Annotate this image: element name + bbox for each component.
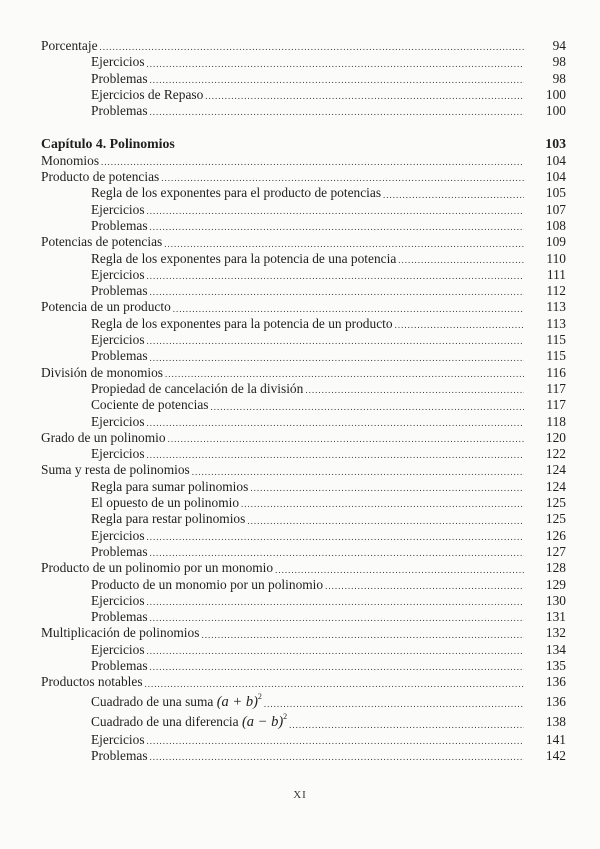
toc-entry bbox=[41, 316, 566, 332]
toc-page-number: 125 bbox=[545, 495, 566, 511]
toc-entry-label: Ejercicios bbox=[91, 446, 145, 462]
toc-page-number: 117 bbox=[546, 380, 566, 396]
dot-leader bbox=[147, 734, 524, 748]
dot-leader bbox=[395, 318, 524, 332]
page-number: XI bbox=[293, 789, 307, 801]
dot-leader bbox=[211, 400, 525, 414]
toc-page-number: 130 bbox=[545, 592, 566, 608]
toc-page-number: 103 bbox=[545, 136, 566, 152]
toc-entry-label: Ejercicios bbox=[91, 527, 145, 543]
toc-entry-label: Problemas bbox=[91, 609, 148, 625]
toc-entry bbox=[41, 71, 566, 87]
dot-leader bbox=[247, 514, 524, 528]
toc-entry-label: Porcentaje bbox=[41, 38, 98, 53]
toc-entry-label: Ejercicios bbox=[91, 413, 145, 429]
dot-leader bbox=[250, 481, 524, 495]
dot-leader bbox=[289, 718, 524, 732]
toc-entry bbox=[41, 283, 566, 299]
toc-entry-label: Multiplicación de polinomios bbox=[41, 625, 200, 641]
dot-leader bbox=[161, 171, 524, 185]
dot-leader bbox=[150, 611, 524, 625]
toc-page-number: 141 bbox=[545, 731, 566, 747]
toc-page-number: 131 bbox=[545, 609, 566, 625]
toc-entry bbox=[41, 348, 566, 364]
toc-page-number: 100 bbox=[545, 86, 566, 102]
toc-entry bbox=[41, 153, 566, 169]
dot-leader bbox=[147, 269, 524, 283]
dot-leader bbox=[164, 237, 524, 251]
toc-entry bbox=[41, 446, 566, 462]
toc-page-number: 112 bbox=[546, 283, 566, 299]
dot-leader bbox=[147, 416, 524, 430]
toc-page-number: 128 bbox=[545, 560, 566, 576]
toc-entry bbox=[41, 479, 566, 495]
toc-page-number: 107 bbox=[545, 201, 566, 217]
toc-page-number: 135 bbox=[545, 657, 566, 673]
toc-page-number: 125 bbox=[545, 511, 566, 527]
dot-leader bbox=[150, 546, 524, 560]
dot-leader bbox=[150, 750, 524, 764]
toc-entry bbox=[41, 577, 566, 593]
dot-leader bbox=[398, 253, 524, 267]
toc-entry-label: Problemas bbox=[91, 103, 148, 119]
toc-entry-label: Regla para sumar polinomios bbox=[91, 478, 249, 494]
dot-leader bbox=[150, 351, 524, 365]
toc-page-number: 129 bbox=[545, 576, 566, 592]
toc-entry bbox=[41, 87, 566, 103]
toc-entry bbox=[41, 251, 566, 267]
toc-entry bbox=[41, 642, 566, 658]
toc-entry bbox=[41, 397, 566, 413]
toc-entry-label: Capítulo 4. Polinomios bbox=[41, 136, 175, 152]
toc-entry-label: El opuesto de un polinomio bbox=[91, 495, 240, 511]
dot-leader bbox=[147, 448, 524, 462]
toc-page-number: 124 bbox=[545, 478, 566, 494]
toc-entry-label: Ejercicios bbox=[91, 266, 145, 282]
math-expression: (a − b) bbox=[241, 714, 284, 731]
dot-leader bbox=[205, 89, 524, 103]
toc-entry bbox=[41, 365, 566, 381]
toc-entry bbox=[41, 299, 566, 315]
toc-page-number: 105 bbox=[545, 185, 566, 201]
toc-page-number: 100 bbox=[545, 103, 566, 119]
toc-entry-label: Ejercicios bbox=[91, 332, 145, 348]
toc-page-number: 98 bbox=[552, 54, 566, 70]
dot-leader bbox=[325, 579, 524, 593]
dot-leader bbox=[101, 155, 524, 169]
dot-leader bbox=[100, 40, 524, 54]
toc-page-number: 118 bbox=[546, 413, 566, 429]
toc-entry-label: Problemas bbox=[91, 283, 148, 299]
toc-entry bbox=[41, 202, 566, 218]
toc-entry-label: Ejercicios bbox=[91, 641, 145, 657]
toc-entry-label: Ejercicios bbox=[91, 592, 145, 608]
toc-entry-label: Regla de los exponentes para la potencia de una potencia bbox=[91, 250, 397, 266]
dot-leader bbox=[305, 383, 524, 397]
toc-page-number: 113 bbox=[546, 315, 566, 331]
toc-entry-label: Producto de un monomio por un polinomio bbox=[91, 576, 324, 592]
dot-leader bbox=[201, 628, 524, 642]
toc-page-number: 124 bbox=[545, 462, 566, 478]
toc-entry bbox=[41, 332, 566, 348]
toc-entry-label: Cuadrado de una suma $(a + b)^2$ bbox=[91, 691, 262, 710]
toc-page-number: 142 bbox=[545, 747, 566, 763]
toc-page-number: 120 bbox=[545, 429, 566, 445]
dot-leader bbox=[150, 285, 524, 299]
toc-page-number: 109 bbox=[545, 234, 566, 250]
toc-entry bbox=[41, 732, 566, 748]
toc-entry bbox=[41, 674, 566, 690]
toc-entry bbox=[41, 103, 566, 119]
toc-entry bbox=[41, 691, 566, 712]
dot-leader bbox=[150, 220, 524, 234]
toc-entry bbox=[41, 381, 566, 397]
dot-leader bbox=[147, 57, 524, 71]
toc-page-number: 111 bbox=[546, 266, 566, 282]
toc-entry-label: Problemas bbox=[91, 543, 148, 559]
toc-page-number: 115 bbox=[546, 348, 566, 364]
toc-entry-label: Potencias de potencias bbox=[41, 234, 163, 250]
toc-entry-label: Ejercicios bbox=[91, 54, 145, 70]
toc-page-number: 132 bbox=[545, 625, 566, 641]
toc-page-number: 104 bbox=[545, 169, 566, 185]
dot-leader bbox=[147, 530, 524, 544]
dot-leader bbox=[192, 465, 524, 479]
toc-entry bbox=[41, 511, 566, 527]
toc-entry-label: Regla de los exponentes para el producto de potencias bbox=[91, 185, 382, 201]
dot-leader bbox=[241, 497, 524, 511]
toc-page-number: 127 bbox=[545, 543, 566, 559]
dot-leader bbox=[147, 204, 524, 218]
toc-entry bbox=[41, 169, 566, 185]
toc-entry-label: División de monomios bbox=[41, 364, 164, 380]
toc-entry-label: Regla de los exponentes para la potencia de un producto bbox=[91, 315, 393, 331]
dot-leader bbox=[145, 677, 524, 691]
toc-entry bbox=[41, 414, 566, 430]
toc-chapter-heading bbox=[41, 136, 566, 152]
table-of-contents bbox=[41, 38, 566, 764]
toc-entry-label: Problemas bbox=[91, 70, 148, 86]
toc-entry bbox=[41, 711, 566, 732]
toc-entry bbox=[41, 609, 566, 625]
toc-entry bbox=[41, 462, 566, 478]
toc-entry-label: Problemas bbox=[91, 657, 148, 673]
math-exponent: 2 bbox=[257, 691, 262, 701]
toc-entry-label: Monomios bbox=[41, 152, 100, 168]
toc-entry-label: Ejercicios bbox=[91, 201, 145, 217]
dot-leader bbox=[150, 660, 524, 674]
toc-entry bbox=[41, 234, 566, 250]
dot-leader bbox=[168, 432, 524, 446]
dot-leader bbox=[264, 697, 524, 711]
math-expression: (a + b) bbox=[216, 693, 258, 710]
toc-entry-label: Producto de potencias bbox=[41, 169, 160, 185]
toc-page-number: 138 bbox=[545, 714, 566, 730]
toc-entry bbox=[41, 593, 566, 609]
dot-leader bbox=[150, 73, 524, 87]
toc-page-number: 113 bbox=[546, 299, 566, 315]
dot-leader bbox=[165, 367, 524, 381]
toc-entry bbox=[41, 495, 566, 511]
toc-entry bbox=[41, 748, 566, 764]
toc-entry-label: Ejercicios bbox=[91, 731, 145, 747]
toc-page-number: 117 bbox=[546, 397, 566, 413]
dot-leader bbox=[383, 188, 524, 202]
toc-entry-label: Ejercicios de Repaso bbox=[91, 86, 204, 102]
dot-leader bbox=[150, 105, 524, 119]
dot-leader bbox=[173, 302, 524, 316]
toc-entry bbox=[41, 658, 566, 674]
toc-entry-label: Problemas bbox=[91, 217, 148, 233]
dot-leader bbox=[275, 563, 524, 577]
toc-entry-label: Regla para restar polinomios bbox=[91, 511, 246, 527]
toc-entry-label: Cociente de potencias bbox=[91, 397, 209, 413]
toc-entry bbox=[41, 560, 566, 576]
toc-entry bbox=[41, 625, 566, 641]
toc-page-number: 126 bbox=[545, 527, 566, 543]
toc-page-number: 134 bbox=[545, 641, 566, 657]
dot-leader bbox=[147, 334, 524, 348]
toc-entry bbox=[41, 185, 566, 201]
toc-page-number: 116 bbox=[546, 364, 566, 380]
toc-page-number: 94 bbox=[552, 38, 566, 53]
toc-entry-label: Problemas bbox=[91, 348, 148, 364]
dot-leader bbox=[147, 644, 524, 658]
toc-entry bbox=[41, 54, 566, 70]
toc-page-number: 136 bbox=[545, 693, 566, 709]
toc-entry-label: Problemas bbox=[91, 747, 148, 763]
toc-entry-label: Potencia de un producto bbox=[41, 299, 171, 315]
toc-entry-label: Propiedad de cancelación de la división bbox=[91, 380, 304, 396]
toc-entry-label: Cuadrado de una diferencia $(a - b)^2$ bbox=[91, 712, 288, 731]
toc-page-number: 104 bbox=[545, 152, 566, 168]
toc-entry bbox=[41, 267, 566, 283]
toc-page-number: 110 bbox=[546, 250, 566, 266]
math-exponent: 2 bbox=[283, 712, 288, 722]
toc-page-number: 115 bbox=[546, 332, 566, 348]
toc-entry-label: Suma y resta de polinomios bbox=[41, 462, 190, 478]
toc-entry-label: Producto de un polinomio por un monomio bbox=[41, 560, 274, 576]
toc-entry-label: Grado de un polinomio bbox=[41, 429, 166, 445]
toc-page-number: 108 bbox=[545, 217, 566, 233]
toc-entry bbox=[41, 430, 566, 446]
toc-entry bbox=[41, 218, 566, 234]
toc-entry bbox=[41, 528, 566, 544]
toc-entry-label: Productos notables bbox=[41, 674, 143, 690]
toc-entry bbox=[41, 544, 566, 560]
toc-page-number: 136 bbox=[545, 674, 566, 690]
dot-leader bbox=[147, 595, 524, 609]
toc-entry bbox=[41, 38, 566, 54]
toc-page-number: 122 bbox=[545, 446, 566, 462]
toc-page-number: 98 bbox=[552, 70, 566, 86]
